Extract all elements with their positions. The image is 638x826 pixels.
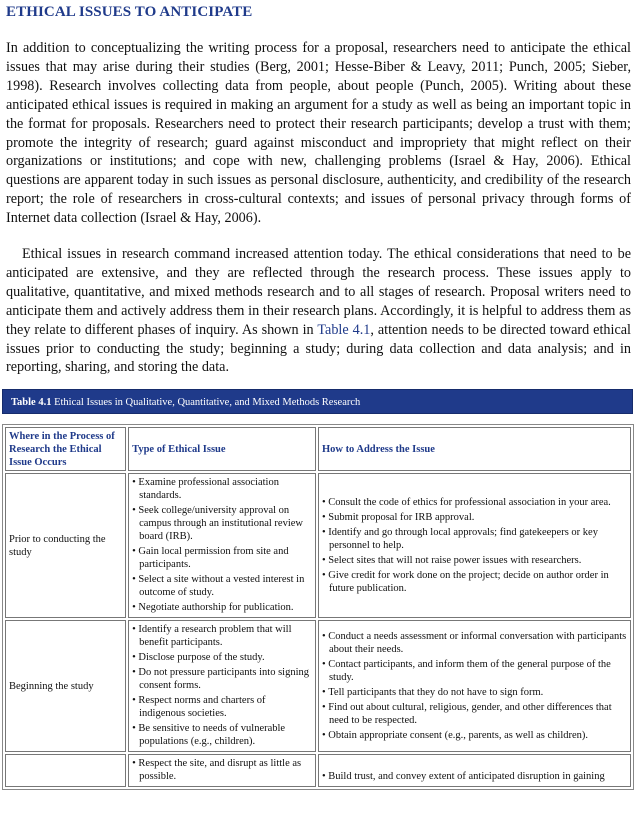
header-issue-type: Type of Ethical Issue <box>128 427 316 471</box>
bullet-item: • Obtain appropriate consent (e.g., parents, as well as children). <box>322 729 627 742</box>
bullet-item: • Disclose purpose of the study. <box>132 651 312 664</box>
bullet-item: • Consult the code of ethics for professional association in your area. <box>322 496 627 509</box>
section-heading: ETHICAL ISSUES TO ANTICIPATE <box>6 4 253 20</box>
bullet-item: • Examine professional association standards. <box>132 476 312 502</box>
table-caption-text: Ethical Issues in Qualitative, Quantitative, and Mixed Methods Research <box>51 397 361 408</box>
cell-process-stage: Prior to conducting the study <box>5 473 126 618</box>
table-row <box>5 620 631 752</box>
bullet-list <box>322 770 627 783</box>
table-caption-label: Table 4.1 <box>11 397 52 408</box>
bullet-item: • Do not pressure participants into signing consent forms. <box>132 666 312 692</box>
bullet-item: • Respect norms and charters of indigenous societies. <box>132 694 312 720</box>
table-reference-link[interactable]: Table 4.1 <box>317 321 371 338</box>
table-body <box>5 473 631 787</box>
paragraph-intro: In addition to conceptualizing the writing process for a proposal, researchers need to anticipate the ethical issues that may arise during their studies (Berg, 2001; Hesse-Biber & Leavy, 2011; Punch, 2005; Sieber, 1998). Research involves collecting data from people, about people (Punch, 2005). Writing about these anticipated ethical issues is required in making an argument for a study as well as being an important topic in the format for proposals. Researchers need to protect their research participants; develop a trust with them; promote the integrity of research; guard against misconduct and impropriety that might reflect on their organizations or institutions; and cope with new, challenging problems (Israel & Hay, 2006). Ethical questions are apparent today in such issues as personal disclosure, authenticity, and credibility of the research report; the role of researchers in cross-cultural contexts; and issues of personal privacy through forms of Internet data collection (Israel & Hay, 2006). <box>6 40 631 227</box>
paragraph-text-before-link: Ethical issues in research command increased attention today. The ethical considerations that need to be anticipated are extensive, and they are reflected through the research process. These issues apply to qualitative, quantitative, and mixed methods research and to all stages of research. Proposal writers need to anticipate them and actively address them in their research plans. Accordingly, it is helpful to address them as they relate to different phases of inquiry. As shown in <box>6 246 631 338</box>
bullet-item: • Find out about cultural, religious, gender, and other differences that need to be respected. <box>322 701 627 727</box>
bullet-item: • Respect the site, and disrupt as little as possible. <box>132 757 312 783</box>
header-how-to-address: How to Address the Issue <box>318 427 631 471</box>
cell-issue-type <box>128 473 316 618</box>
table-row <box>5 754 631 787</box>
bullet-item: • Select a site without a vested interest in outcome of study. <box>132 573 312 599</box>
bullet-item: • Tell participants that they do not have to sign form. <box>322 686 627 699</box>
bullet-list <box>322 630 627 742</box>
bullet-item: • Identify and go through local approvals; find gatekeepers or key personnel to help. <box>322 526 627 552</box>
table-container <box>2 424 634 826</box>
bullet-item: • Give credit for work done on the project; decide on author order in future publication. <box>322 569 627 595</box>
paragraph-ethical-issues <box>6 245 631 377</box>
bullet-item: • Conduct a needs assessment or informal conversation with participants about their needs. <box>322 630 627 656</box>
bullet-item: • Identify a research problem that will benefit participants. <box>132 623 312 649</box>
ethical-issues-table <box>2 424 634 790</box>
bullet-list <box>322 496 627 595</box>
bullet-item: • Select sites that will not raise power issues with researchers. <box>322 554 627 567</box>
cell-issue-type <box>128 754 316 787</box>
bullet-list <box>132 476 312 614</box>
cell-process-stage: Beginning the study <box>5 620 126 752</box>
cell-process-stage <box>5 754 126 787</box>
bullet-item: • Build trust, and convey extent of anticipated disruption in gaining <box>322 770 627 783</box>
cell-how-to-address <box>318 620 631 752</box>
bullet-item: • Contact participants, and inform them of the general purpose of the study. <box>322 658 627 684</box>
table-header-row <box>5 427 631 471</box>
paragraph-text-after-link: , attention needs to be directed toward ethical issues prior to conducting the study; beginning a study; during data collection and data analysis; and in reporting, sharing, and storing the data. <box>6 321 631 376</box>
header-process-stage: Where in the Process of Research the Ethical Issue Occurs <box>5 427 126 471</box>
table-caption <box>2 389 633 414</box>
table-row <box>5 473 631 618</box>
cell-how-to-address <box>318 754 631 787</box>
bullet-item: • Be sensitive to needs of vulnerable populations (e.g., children). <box>132 722 312 748</box>
bullet-item: • Seek college/university approval on campus through an institutional review board (IRB). <box>132 504 312 543</box>
cell-issue-type <box>128 620 316 752</box>
cell-how-to-address <box>318 473 631 618</box>
bullet-item: • Submit proposal for IRB approval. <box>322 511 627 524</box>
bullet-list <box>132 623 312 748</box>
bullet-item: • Gain local permission from site and participants. <box>132 545 312 571</box>
bullet-list <box>132 757 312 783</box>
bullet-item: • Negotiate authorship for publication. <box>132 601 312 614</box>
